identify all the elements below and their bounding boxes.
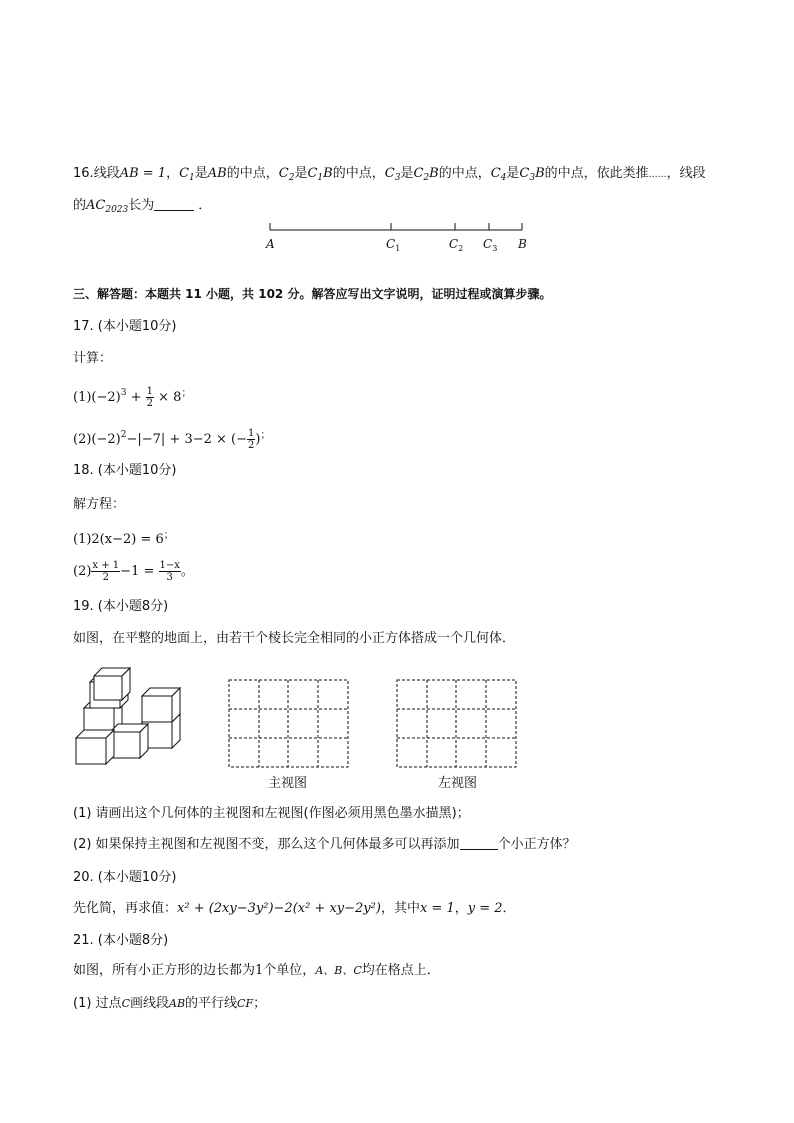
q18-heading: 18. (本小题10分) [73,463,177,478]
point-label-a: A [266,237,275,251]
q18-prompt: 解方程： [73,497,126,512]
q19-heading: 19. (本小题8分) [73,599,169,614]
q21-heading: 21. (本小题8分) [73,933,169,948]
q17-prompt: 计算： [73,351,113,366]
fraction-half: $\frac{1}{2}$ [248,428,255,451]
q16-line2: 的$AC_{2023}$长为 ． [73,198,212,215]
q18-part1: (1)2(x−2) = 6； [73,530,174,547]
answer-blank [460,837,498,850]
q20-heading: 20. (本小题10分) [73,870,177,885]
left-view-grid [396,679,518,769]
point-label-c2: $C_2$ [449,237,464,253]
section-heading: 三、解答题：本题共 11 小题，共 102 分。解答应写出文字说明，证明过程或演算步骤。 [73,287,552,301]
fraction-half: $\frac{1}{2}$ [146,386,154,409]
q19-part1: (1) 请画出这个几何体的主视图和左视图(作图必须用黑色墨水描黑)； [73,806,470,821]
q17-heading: 17. (本小题10分) [73,319,177,334]
q19-part2: (2) 如果保持主视图和左视图不变，那么这个几何体最多可以再添加 个小正方体？ [73,837,576,852]
q16-number: 16. [73,166,94,181]
left-view-label: 左视图 [438,776,478,791]
segment-diagram [260,218,540,254]
front-view-grid [228,679,350,769]
q17-part2: $(2)(-2)^2-|-7| + 3-2$ × (− $\frac{1}{2}$ )； [73,428,271,451]
point-label-c1: $C_1$ [386,237,401,253]
fraction-x-plus-1-over-2: $\frac{x + 1}{2}$ [92,560,120,583]
cube-stack-figure [72,662,184,774]
point-label-c3: $C_3$ [483,237,498,253]
q17-part1: $(1)(-2)^3$ + $\frac{1}{2}$ × 8； [73,386,192,409]
q21-body: 如图，所有小正方形的边长都为1个单位，A、B、C均在格点上． [73,963,440,978]
point-label-b: B [518,237,527,251]
q19-prompt: 如图，在平整的地面上，由若干个棱长完全相同的小正方体搭成一个几何体． [73,631,516,646]
front-view-label: 主视图 [268,776,308,791]
q18-part2: (2) $\frac{x + 1}{2}$ −1 = $\frac{1-x}{3}$ 。 [73,560,194,583]
fraction-1-minus-x-over-3: $\frac{1-x}{3}$ [159,560,180,583]
q16-line1: 16.线段AB = 1，$C_1$是AB的中点，$C_2$是$C_1B$的中点，$C_3$是$C_2B$的中点，$C_4$是$C_3B$的中点，依此类推……，线段 [73,166,706,183]
answer-blank [154,198,194,211]
q21-part1: (1) 过点C画线段AB的平行线CF； [73,996,267,1011]
q20-body: 先化简，再求值：x² + (2xy−3y²)−2(x² + xy−2y²)，其中x = 1，y = 2． [73,901,516,916]
